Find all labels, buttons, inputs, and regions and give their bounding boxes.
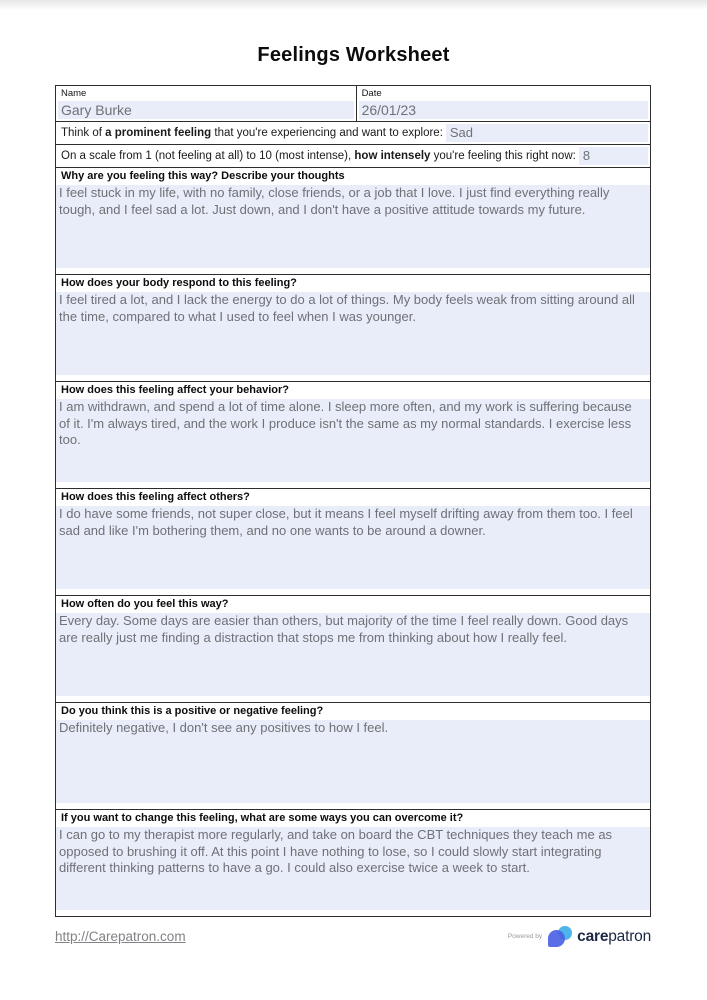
question-section: [56, 489, 650, 596]
question-section: [56, 596, 650, 703]
carepatron-link[interactable]: http://Carepatron.com: [55, 929, 186, 944]
question-section: [56, 275, 650, 382]
date-label: Date: [361, 88, 382, 99]
prominent-feeling-row: [56, 122, 650, 145]
question-label: Why are you feeling this way? Describe your thoughts: [61, 170, 345, 182]
question-label: If you want to change this feeling, what are some ways you can overcome it?: [61, 812, 464, 824]
question-label: Do you think this is a positive or negative feeling?: [61, 705, 324, 717]
name-cell: [56, 86, 357, 121]
powered-by-label: Powered by: [507, 933, 543, 940]
name-label: Name: [61, 88, 87, 99]
intensity-row: [56, 145, 650, 168]
question-section: [56, 168, 650, 275]
question-label: How does this feeling affect your behavior?: [61, 384, 289, 396]
intensity-input[interactable]: 8: [579, 147, 648, 165]
name-input[interactable]: Gary Burke: [58, 101, 354, 119]
answer-textarea[interactable]: I can go to my therapist more regularly, and take on board the CBT techniques they teach me as opposed to brushing it off. At this point I have nothing to lose, so I could slowly start integrating different thinking patterns to have a go. I could also exercise twice a week to start.: [56, 827, 650, 910]
question-label: How does your body respond to this feeling?: [61, 277, 297, 289]
worksheet-table: [55, 85, 651, 917]
date-input[interactable]: 26/01/23: [359, 101, 648, 119]
question-sections: [56, 168, 650, 916]
answer-textarea[interactable]: I feel tired a lot, and I lack the energy to do a lot of things. My body feels weak from sitting around all the time, compared to what I used to feel when I was younger.: [56, 292, 650, 375]
question-section: [56, 382, 650, 489]
page-edge-shadow: [0, 0, 707, 10]
brand-block: [508, 926, 651, 947]
carepatron-logo-icon: [548, 926, 573, 947]
intensity-prompt-text: On a scale from 1 (not feeling at all) to 10 (most intense), how intensely you're feeling this right now:: [61, 150, 576, 162]
answer-textarea[interactable]: I am withdrawn, and spend a lot of time alone. I sleep more often, and my work is suffering because of it. I'm always tired, and the work I produce isn't the same as my normal standards. I exercise less too.: [56, 399, 650, 482]
answer-textarea[interactable]: Every day. Some days are easier than others, but majority of the time I feel really down. Good days are really just me finding a distraction that stops me from thinking about how I really feel.: [56, 613, 650, 696]
feeling-input[interactable]: Sad: [446, 124, 648, 142]
answer-textarea[interactable]: I feel stuck in my life, with no family, close friends, or a job that I love. I just find everything really tough, and I feel sad a lot. Just down, and I don't have a positive attitude towards my future.: [56, 185, 650, 268]
answer-textarea[interactable]: Definitely negative, I don't see any positives to how I feel.: [56, 720, 650, 803]
name-date-row: [56, 86, 650, 122]
question-section: [56, 703, 650, 810]
page-title: Feelings Worksheet: [257, 44, 450, 66]
question-section: [56, 810, 650, 916]
question-label: How often do you feel this way?: [61, 598, 229, 610]
feeling-prompt-text: Think of a prominent feeling that you're experiencing and want to explore:: [61, 127, 443, 139]
footer: [55, 926, 651, 947]
question-label: How does this feeling affect others?: [61, 491, 250, 503]
answer-textarea[interactable]: I do have some friends, not super close, but it means I feel myself drifting away from them too. I feel sad and like I'm bothering them, and no one wants to be around a downer.: [56, 506, 650, 589]
date-cell: [357, 86, 650, 121]
logo-bubble-dark: [548, 930, 565, 947]
brand-wordmark: carepatron: [577, 927, 651, 945]
